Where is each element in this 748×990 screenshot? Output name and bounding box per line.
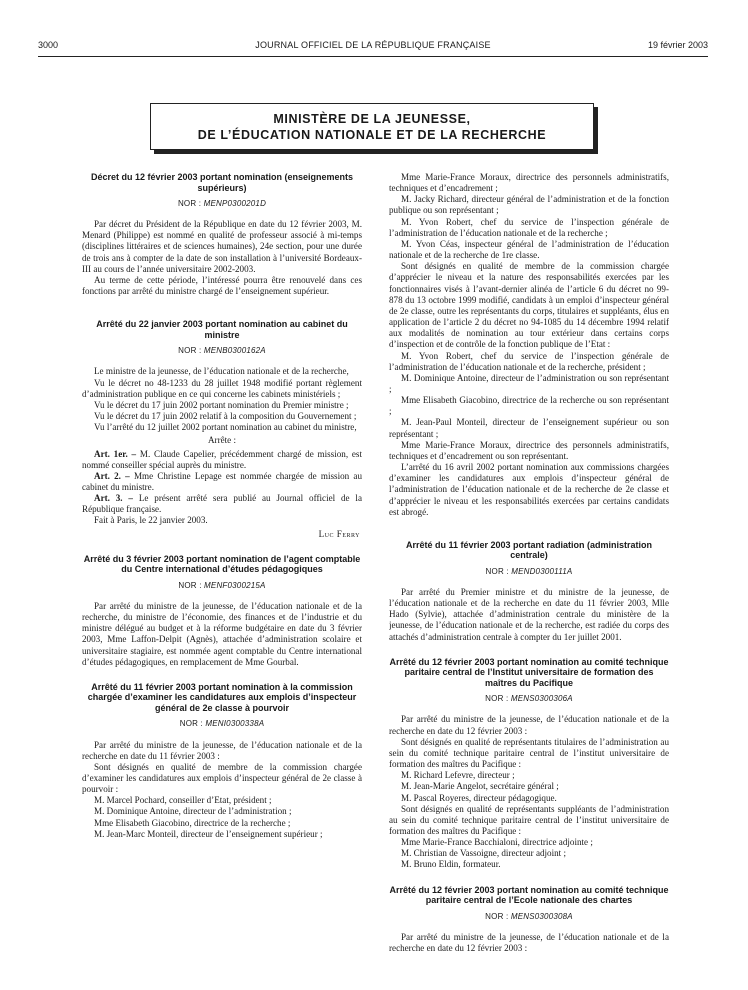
done-at: Fait à Paris, le 22 janvier 2003.	[94, 515, 208, 526]
paragraph: M. Jacky Richard, directeur général de l’administration et de la fonction publique ou son représentant ;	[389, 194, 669, 216]
paragraph: M. Dominique Antoine, directeur de l’administration ;	[94, 806, 292, 817]
paragraph: Par arrêté du ministre de la jeunesse, de l’éducation nationale et de la recherche en date du 12 février 2003 :	[389, 714, 669, 736]
paragraph: Par arrêté du Premier ministre et du ministre de la jeunesse, de l’éducation nationale et de la recherche en date du 11 février 2003, Mlle Hado (Sylvie), attachée d’administration centrale du ministère de la jeunesse, de l’éducation nationale et de la recherche, est radiée du corps des attachés d’administration centrale à compter du 1er juillet 2001.	[389, 587, 669, 642]
paragraph: Vu le décret no 48-1233 du 28 juillet 1948 modifié portant règlement d’administration publique en ce qui concerne les cabinets ministériels ;	[82, 377, 362, 399]
journal-title: JOURNAL OFFICIEL DE LA RÉPUBLIQUE FRANÇAISE	[255, 40, 491, 50]
header-rule	[38, 56, 708, 57]
article-text: Le présent arrêté sera publié au Journal officiel de la République française.	[82, 493, 362, 515]
paragraph: M. Bruno Eldin, formateur.	[401, 859, 501, 870]
nor-label: NOR :	[177, 199, 204, 208]
signature: Luc Ferry	[318, 528, 360, 539]
paragraph: M. Christian de Vassoigne, directeur adjoint ;	[401, 848, 567, 859]
section-title: Arrêté du 3 février 2003 portant nomination de l’agent comptable du Centre international d’études pédagogiques	[83, 553, 361, 575]
paragraph: Mme Marie-France Bacchialoni, directrice adjointe ;	[401, 837, 593, 848]
arrete-section	[82, 554, 362, 668]
nor-reference	[389, 693, 669, 704]
decree-section	[82, 172, 362, 297]
section-title: Arrêté du 11 février 2003 portant radiation (administration centrale)	[405, 539, 653, 561]
section-title: Arrêté du 12 février 2003 portant nomination au comité technique paritaire central de l’Ecole nationale des chartes	[389, 884, 669, 906]
paragraph: M. Yvon Robert, chef du service de l’inspection générale de l’administration de l’éducation nationale et de la recherche ;	[389, 216, 669, 238]
section-title: Arrêté du 11 février 2003 portant nomination à la commission chargée d’examiner les candidatures aux emplois d’inspecteur général de 2e classe à pourvoir	[87, 681, 357, 713]
nor-code: MENS0300308A	[510, 911, 573, 921]
nor-code: MENF0300215A	[204, 580, 266, 590]
nor-label: NOR :	[178, 580, 205, 590]
nor-reference	[389, 911, 669, 922]
nor-label: NOR :	[178, 346, 204, 356]
nor-code: MEND0300111A	[511, 566, 573, 576]
arrete-section	[82, 319, 362, 540]
paragraph: M. Dominique Antoine, directeur de l’administration ou son représentant ;	[389, 372, 669, 394]
paragraph: Mme Marie-France Moraux, directrice des personnels administratifs, techniques et d’encadrement ou son représentant.	[389, 439, 669, 461]
ministry-title-line-1: MINISTÈRE DE LA JEUNESSE,	[273, 111, 471, 126]
paragraph: Vu le décret du 17 juin 2002 relatif à la composition du Gouvernement ;	[94, 411, 357, 422]
page-number: 3000	[38, 40, 59, 50]
arrete-label: Arrête :	[207, 435, 237, 446]
paragraph: Par arrêté du ministre de la jeunesse, de l’éducation nationale et de la recherche en date du 11 février 2003 :	[82, 739, 362, 761]
paragraph: L’arrêté du 16 avril 2002 portant nomination aux commissions chargées d’examiner les candidatures aux emplois d’inspecteur général de l’administration de l’éducation nationale et de la recherche de 2e classe et d’apprécier le niveau et les responsabilités exercées par certains candidats est abrogé.	[389, 462, 669, 517]
section-title: Décret du 12 février 2003 portant nomination (enseignements supérieurs)	[90, 172, 354, 193]
article	[82, 449, 362, 471]
paragraph: M. Jean-Paul Monteil, directeur de l’enseignement supérieur ou son représentant ;	[389, 417, 669, 439]
paragraph: Mme Marie-France Moraux, directrice des personnels administratifs, techniques et d’encadrement ;	[389, 172, 669, 194]
paragraph: Sont désignés en qualité de représentants suppléants de l’administration au sein du comité technique paritaire central de l’institut universitaire de formation des maîtres du Pacifique :	[389, 803, 669, 836]
section-title: Arrêté du 12 février 2003 portant nomination au comité technique paritaire central de l’Institut universitaire de formation des maîtres du Pacifique	[389, 656, 669, 688]
arrete-section-continued	[389, 172, 669, 518]
paragraph: Sont désignés en qualité de membre de la commission chargée d’examiner les candidatures aux emplois d’inspecteur général de 2e classe à pourvoir :	[82, 761, 362, 795]
nor-code: MENS0300306A	[510, 694, 573, 704]
paragraph: M. Yvon Céas, inspecteur général de l’administration de l’éducation nationale et de la recherche de 1re classe.	[389, 238, 669, 261]
ministry-heading-box	[150, 103, 594, 150]
article-number: Art. 2. –	[94, 470, 130, 481]
paragraph: Le ministre de la jeunesse, de l’éducation nationale et de la recherche,	[94, 366, 349, 377]
paragraph: Par arrêté du ministre de la jeunesse, de l’éducation nationale et de la recherche, du ministre de l’économie, des finances et de l’industrie et du ministre délégué au budget et à la réforme budgétaire en date du 3 février 2003, Mme Laffon-Delpit (Agnès), attachée d’administration scolaire et universitaire stagiaire, est nommée agent comptable du Centre international d’études pédagogiques, en remplacement de Mme Gourbal.	[82, 600, 362, 667]
left-column	[82, 172, 362, 962]
paragraph: Au terme de cette période, l’intéressé pourra être renouvelé dans ces fonctions par arrêté du ministre chargé de l’enseignement supérieur.	[82, 274, 362, 297]
paragraph: Mme Elisabeth Giacobino, directrice de la recherche ou son représentant ;	[389, 395, 669, 417]
paragraph: Sont désignés en qualité de membre de la commission chargée d’apprécier le niveau et la nature des responsabilités exercées par les fonctionnaires visés à l’avant-dernier alinéa de l’article 6 du décret no 99-878 du 13 octobre 1999 modifié, candidats à un emploi d’inspecteur général de 2e classe, outre les représentants du corps, titulaires et suppléants, élus en application de l’article 2 du décret no 94-1085 du 14 décembre 1994 relatif aux modalités de nomination au tour extérieur dans certains corps d’inspection et de contrôle de la fonction publique de l’Etat :	[389, 261, 669, 350]
article-text: Mme Christine Lepage est nommée chargée de mission au cabinet du ministre.	[82, 470, 362, 492]
ministry-title-line-2: DE L’ÉDUCATION NATIONALE ET DE LA RECHERCHE	[197, 127, 547, 142]
nor-reference	[82, 718, 362, 729]
right-column	[389, 172, 669, 962]
arrete-section	[389, 657, 669, 871]
paragraph: Vu le décret du 17 juin 2002 portant nomination du Premier ministre ;	[94, 399, 349, 410]
article-number: Art. 1er. –	[94, 448, 137, 459]
nor-label: NOR :	[485, 566, 512, 576]
nor-reference	[82, 198, 362, 209]
nor-code: MENP0300201D	[203, 199, 267, 208]
nor-label: NOR :	[485, 911, 511, 921]
issue-date: 19 février 2003	[647, 40, 708, 50]
nor-reference	[82, 580, 362, 591]
article-text: M. Claude Capelier, précédemment chargé de mission, est nommé conseiller spécial auprès du ministre.	[82, 448, 362, 470]
paragraph: Par décret du Président de la République en date du 12 février 2003, M. Menard (Philippe) est nommé en qualité de professeur associé à mi-temps (disciplines littéraires et de sciences humaines), 24e section, pour une durée de trois ans à compter de la date de son installation à l’université Bordeaux-III au cours de l’année universitaire 2002-2003.	[82, 219, 362, 274]
nor-code: MENI0300338A	[205, 719, 265, 729]
nor-reference	[82, 345, 362, 356]
paragraph: Vu l’arrêté du 12 juillet 2002 portant nomination au cabinet du ministre,	[94, 422, 357, 433]
running-head	[38, 40, 708, 54]
arrete-section	[82, 682, 362, 840]
article-number: Art. 3. –	[94, 493, 133, 504]
nor-label: NOR :	[179, 719, 206, 729]
paragraph: M. Jean-Marie Angelot, secrétaire général ;	[401, 781, 559, 792]
article	[82, 493, 362, 515]
paragraph: M. Richard Lefevre, directeur ;	[401, 770, 515, 781]
arrete-section	[389, 885, 669, 954]
paragraph: M. Marcel Pochard, conseiller d’Etat, président ;	[94, 795, 272, 806]
arrete-section	[389, 540, 669, 643]
section-title: Arrêté du 22 janvier 2003 portant nomination au cabinet du ministre	[96, 319, 348, 340]
paragraph: Par arrêté du ministre de la jeunesse, de l’éducation nationale et de la recherche en date du 12 février 2003 :	[389, 931, 669, 953]
paragraph: M. Jean-Marc Monteil, directeur de l’enseignement supérieur ;	[94, 828, 323, 839]
paragraph: M. Yvon Robert, chef du service de l’inspection générale de l’administration de l’éducation nationale et de la recherche, président ;	[389, 350, 669, 372]
paragraph: M. Pascal Royeres, directeur pédagogique.	[401, 792, 557, 803]
paragraph: Mme Elisabeth Giacobino, directrice de la recherche ;	[94, 817, 291, 828]
nor-reference	[389, 566, 669, 577]
nor-label: NOR :	[485, 694, 511, 704]
paragraph: Sont désignés en qualité de représentants titulaires de l’administration au sein du comité technique paritaire central de l’institut universitaire de formation des maîtres du Pacifique :	[389, 736, 669, 770]
nor-code: MENB0300162A	[203, 346, 266, 356]
article	[82, 471, 362, 493]
